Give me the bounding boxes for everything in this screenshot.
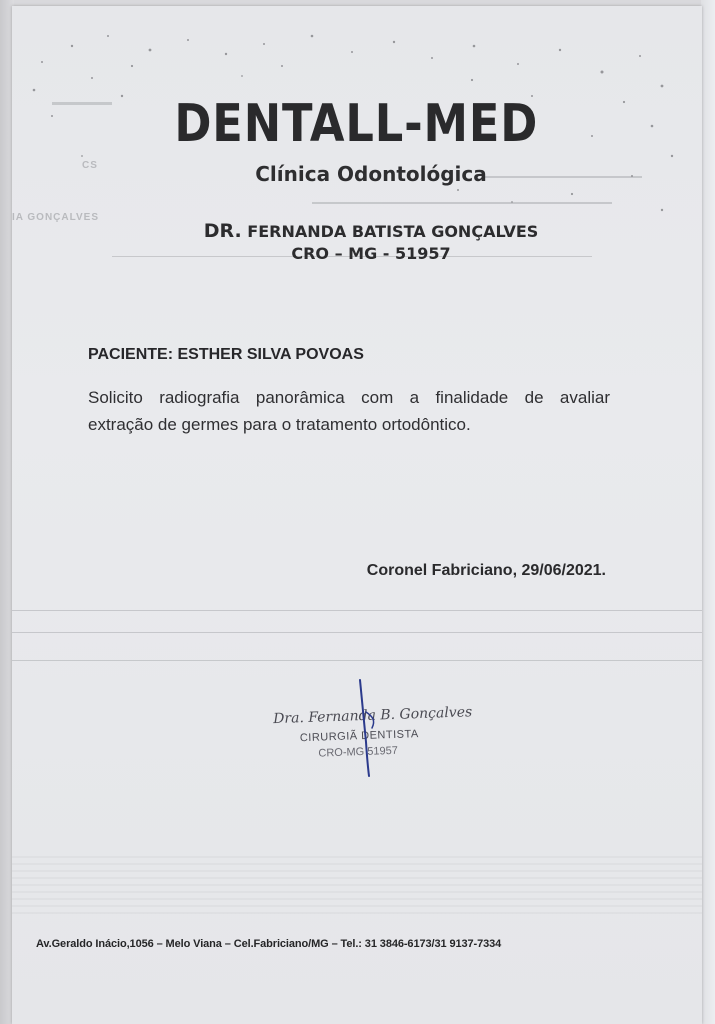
clinic-brand: DENTALL-MED xyxy=(174,94,539,154)
prescription-sheet xyxy=(12,6,702,1024)
stamp-role: CIRURGIÃ DENTISTA xyxy=(299,728,419,745)
clinic-address-footer: Av.Geraldo Inácio,1056 – Melo Viana – Cel.Fabriciano/MG – Tel.: 31 3846-6173/31 9137-7334 xyxy=(36,938,502,950)
doctor-registration: CRO – MG - 51957 xyxy=(291,244,451,263)
patient-line: PACIENTE: ESTHER SILVA POVOAS xyxy=(88,346,364,363)
copy-artifact-bands xyxy=(12,856,702,916)
doctor-title-prefix: DR. xyxy=(203,220,242,242)
doctor-name: FERNANDA BATISTA GONÇALVES xyxy=(247,222,539,241)
doctor-name-line xyxy=(12,220,702,242)
ghost-mark-header: IA GONÇALVES xyxy=(12,212,100,223)
prescription-body xyxy=(88,384,610,438)
clinic-subtitle: Clínica Odontológica xyxy=(255,162,487,186)
stamp-cro: CRO-MG 51957 xyxy=(318,744,399,760)
background-right xyxy=(701,0,715,1024)
prescription-body-line-1: Solicito radiografia panorâmica com a finalidade de avaliar xyxy=(88,388,610,407)
stamp-name: Dra. Fernanda B. Gonçalves xyxy=(272,704,473,728)
prescription-body-line-2: extração de germes para o tratamento ortodôntico. xyxy=(88,415,471,434)
place-date: Coronel Fabriciano, 29/06/2021. xyxy=(366,562,606,579)
ghost-mark-upper: CS xyxy=(82,160,98,171)
signature-stroke xyxy=(342,672,402,782)
